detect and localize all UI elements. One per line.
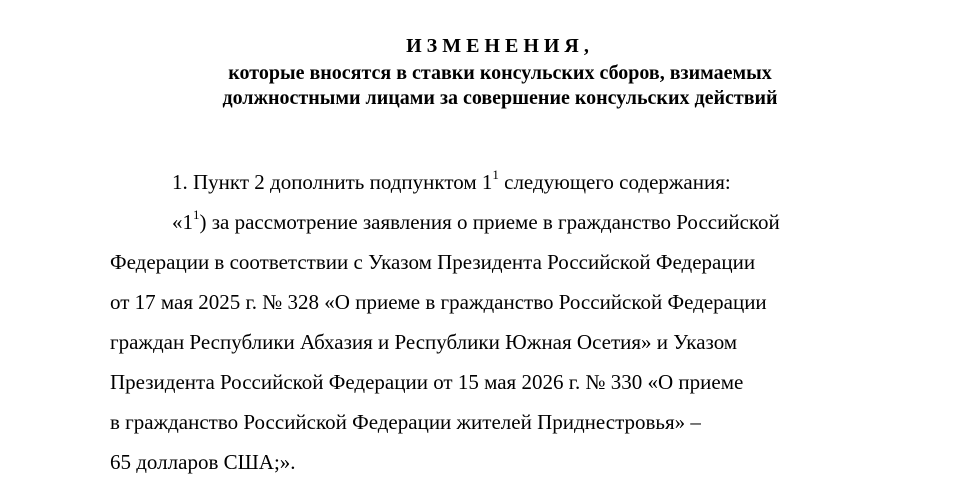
document-subtitle-line-2: должностными лицами за совершение консульских действий: [222, 87, 778, 109]
quote-line-7: 65 долларов США;».: [110, 450, 296, 474]
quote-line-6: в гражданство Российской Федерации жителей Приднестровья» –: [110, 410, 701, 434]
quote-line-3: от 17 мая 2025 г. № 328 «О приеме в гражданство Российской Федерации: [110, 290, 767, 314]
quote-open: «1: [172, 210, 193, 234]
document-subtitle-line-1: которые вносятся в ставки консульских сборов, взимаемых: [228, 62, 772, 84]
quote-line-5: Президента Российской Федерации от 15 мая 2026 г. № 330 «О приеме: [110, 370, 744, 394]
quote-line-2: Федерации в соответствии с Указом Президента Российской Федерации: [110, 250, 756, 274]
quote-open-superscript: 1: [193, 207, 200, 222]
item-1-superscript: 1: [492, 167, 499, 182]
quote-line-4: граждан Республики Абхазия и Республики Южная Осетия» и Указом: [110, 330, 738, 354]
document-title: ИЗМЕНЕНИЯ,: [406, 35, 594, 57]
item-1-text-after: следующего содержания:: [498, 170, 731, 194]
quote-line-1-text: ) за рассмотрение заявления о приеме в гражданство Российской: [199, 210, 780, 234]
item-1-text-before: 1. Пункт 2 дополнить подпунктом 1: [172, 170, 493, 194]
quote-line-1: [110, 202, 890, 242]
item-1-paragraph: [172, 162, 731, 202]
quoted-subitem: [110, 202, 890, 482]
